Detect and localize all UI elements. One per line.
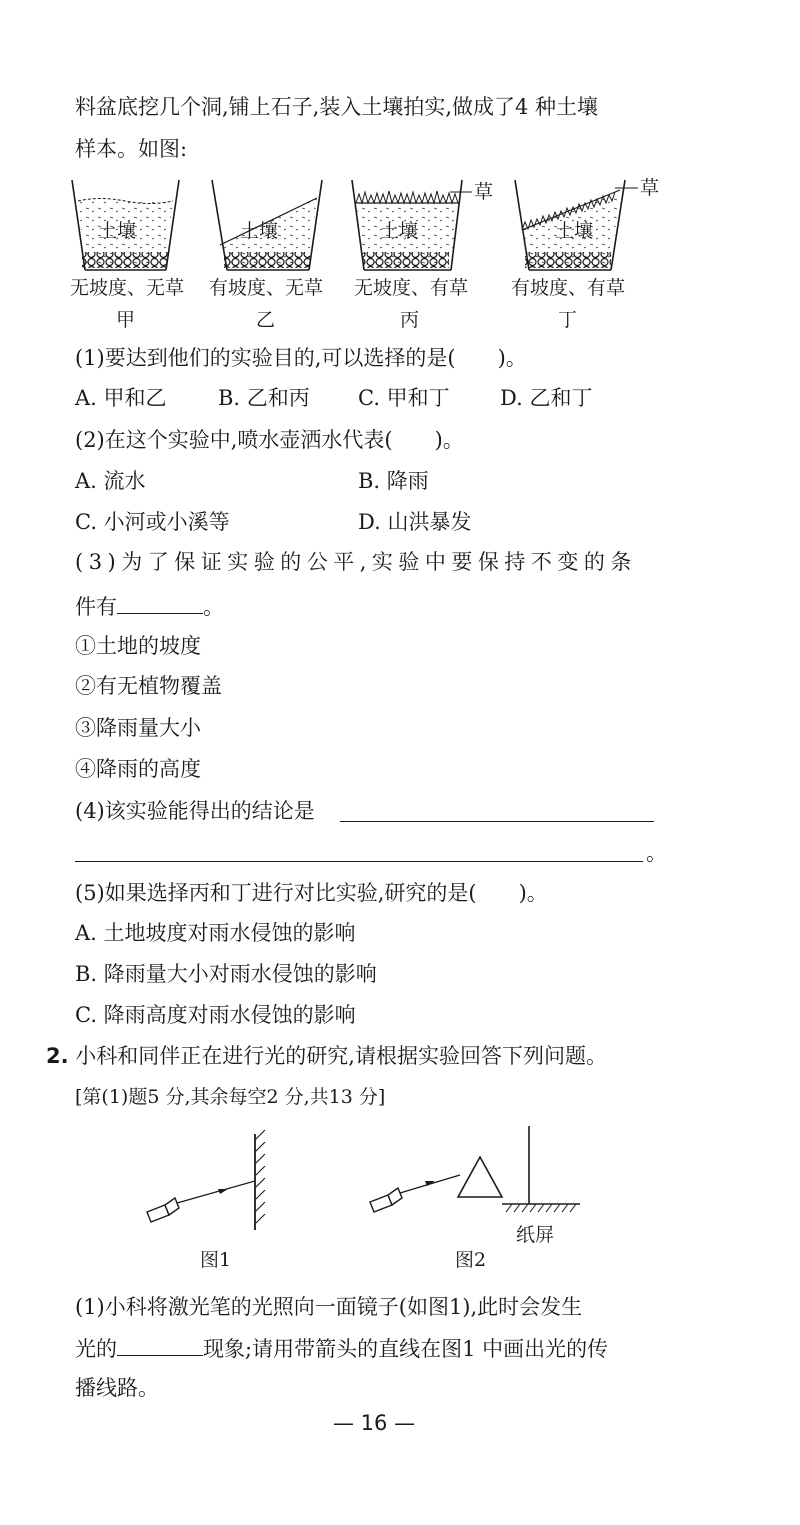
figure-2-caption: 图2 — [455, 1249, 487, 1271]
soil-label-bing: 土壤 — [380, 220, 419, 242]
grass-label-bing: 草 — [474, 181, 494, 203]
q2-stem: (2)在这个实验中,喷水壶洒水代表( )。 — [75, 428, 464, 452]
sample-desc-jia: 无坡度、无草 — [70, 277, 185, 299]
soil-container-ding — [515, 177, 659, 270]
soil-container-jia — [72, 180, 179, 270]
soil-container-yi — [212, 180, 322, 270]
laser-pen-icon-1 — [147, 1198, 179, 1222]
problem-2-number: 2. — [46, 1044, 69, 1068]
q4-end: 。 — [646, 841, 667, 865]
q3-prefix: 件有 — [75, 595, 117, 619]
figure-2-prism-setup — [370, 1126, 580, 1212]
soil-label-ding: 土壤 — [555, 220, 594, 242]
figure-1-mirror-setup — [147, 1130, 265, 1230]
q1-option-a: A. 甲和乙 — [75, 386, 167, 410]
p2-q1-answer-blank[interactable] — [117, 1333, 203, 1356]
prism — [458, 1157, 502, 1197]
q2-option-d: D. 山洪暴发 — [358, 510, 472, 534]
q5-stem: (5)如果选择丙和丁进行对比实验,研究的是( )。 — [75, 881, 548, 905]
q3-item-4: ④降雨的高度 — [75, 757, 201, 781]
p2-q1-line-1: (1)小科将激光笔的光照向一面镜子(如图1),此时会发生 — [75, 1295, 583, 1319]
sample-desc-bing: 无坡度、有草 — [354, 277, 469, 299]
p2-q1-line-3: 播线路。 — [75, 1376, 159, 1400]
soil-label-yi: 土壤 — [240, 220, 279, 242]
q1-option-c: C. 甲和丁 — [358, 386, 450, 410]
problem-2-score-note: [第(1)题5 分,其余每空2 分,共13 分] — [75, 1086, 386, 1108]
q5-option-b: B. 降雨量大小对雨水侵蚀的影响 — [75, 962, 377, 986]
q4-answer-blank-2[interactable] — [75, 839, 643, 862]
sample-desc-ding: 有坡度、有草 — [511, 277, 626, 299]
page-number: — 16 — — [333, 1411, 416, 1435]
q2-option-c: C. 小河或小溪等 — [75, 510, 230, 534]
q5-option-a: A. 土地坡度对雨水侵蚀的影响 — [75, 921, 356, 945]
screen-label: 纸屏 — [516, 1224, 555, 1246]
q4-stem: (4)该实验能得出的结论是 — [75, 799, 315, 823]
soil-label-jia: 土壤 — [98, 220, 137, 242]
q3-stem-line-2 — [75, 591, 224, 621]
q3-item-3: ③降雨量大小 — [75, 716, 201, 740]
q2-option-a: A. 流水 — [75, 469, 146, 493]
intro-line-2: 样本。如图: — [75, 137, 188, 161]
sample-name-jia: 甲 — [116, 309, 136, 331]
problem-2-title — [46, 1042, 607, 1070]
q3-answer-blank[interactable] — [117, 591, 203, 614]
sample-name-ding: 丁 — [558, 309, 578, 331]
sample-desc-yi: 有坡度、无草 — [209, 277, 324, 299]
q1-option-d: D. 乙和丁 — [500, 386, 593, 410]
q5-option-c: C. 降雨高度对雨水侵蚀的影响 — [75, 1003, 356, 1027]
q3-item-2: ②有无植物覆盖 — [75, 674, 222, 698]
intro-line-1: 料盆底挖几个洞,铺上石子,装入土壤拍实,做成了4 种土壤 — [75, 95, 599, 119]
q3-item-1: ①土地的坡度 — [75, 634, 201, 658]
soil-container-bing — [352, 180, 493, 270]
q2-option-b: B. 降雨 — [358, 469, 429, 493]
problem-2-text: 小科和同伴正在进行光的研究,请根据实验回答下列问题。 — [75, 1044, 607, 1068]
sample-name-bing: 丙 — [400, 309, 420, 331]
q1-stem: (1)要达到他们的实验目的,可以选择的是( )。 — [75, 346, 527, 370]
p2-q1-suffix: 现象;请用带箭头的直线在图1 中画出光的传 — [203, 1337, 609, 1361]
q3-stem-line-1: (3)为了保证实验的公平,实验中要保持不变的条 — [75, 550, 637, 574]
laser-pen-icon-2 — [370, 1188, 402, 1212]
q3-suffix: 。 — [203, 595, 224, 619]
grass-label-ding: 草 — [640, 177, 660, 199]
figure-1-caption: 图1 — [200, 1249, 232, 1271]
p2-q1-line-2 — [75, 1333, 608, 1363]
q4-answer-blank-1[interactable] — [340, 799, 654, 822]
soil-samples-figure — [60, 170, 670, 285]
sample-name-yi: 乙 — [256, 309, 276, 331]
q1-option-b: B. 乙和丙 — [218, 386, 310, 410]
p2-q1-prefix: 光的 — [75, 1337, 117, 1361]
